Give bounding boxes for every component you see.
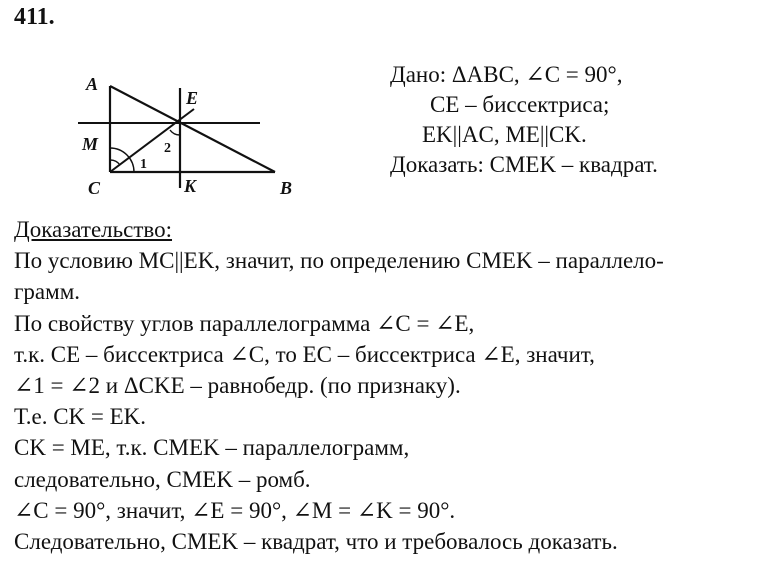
label-c: C (88, 178, 101, 198)
label-angle-2: 2 (164, 141, 171, 156)
given-line-4: Доказать: CMEK – квадрат. (390, 152, 658, 177)
proof-line: По условию MC||EK, значит, по определению CMEK – параллело- (14, 248, 664, 274)
proof-line: По свойству углов параллелограмма ∠C = ∠E, (14, 310, 475, 336)
label-k: K (184, 176, 197, 196)
label-b: B (280, 178, 293, 198)
proof-line: грамм. (14, 279, 81, 305)
angle-arc-c-inner (110, 160, 120, 165)
given-line-2: CE – биссектриса; (430, 92, 610, 117)
bisector-ce (110, 109, 194, 172)
given-line-1: Дано: ΔABC, ∠C = 90°, (390, 62, 623, 87)
proof-line: CK = ME, т.к. CMEK – параллелограмм, (14, 435, 410, 461)
given-line-3: EK||AC, ME||CK. (422, 122, 587, 147)
geometry-figure (70, 72, 310, 202)
proof-line: ∠1 = ∠2 и ΔCKE – равнобедр. (по признаку). (14, 373, 461, 399)
angle-arc-e (170, 130, 180, 135)
label-a: A (86, 74, 99, 94)
given-block (390, 60, 658, 180)
proof-line: следовательно, CMEK – ромб. (14, 466, 311, 492)
label-m: M (82, 134, 99, 154)
proof-line: т.к. CE – биссектриса ∠C, то EC – биссектриса ∠E, значит, (14, 341, 595, 367)
proof-line: Следовательно, CMEK – квадрат, что и требовалось доказать. (14, 529, 618, 555)
problem-number: 411. (14, 4, 55, 30)
proof-heading: Доказательство: (14, 217, 173, 242)
proof-line: ∠C = 90°, значит, ∠E = 90°, ∠M = ∠K = 90°. (14, 497, 456, 523)
label-angle-1: 1 (140, 157, 147, 172)
label-e: E (186, 88, 199, 108)
proof-line: Т.е. CK = EK. (14, 404, 147, 430)
proof-block (14, 214, 764, 557)
